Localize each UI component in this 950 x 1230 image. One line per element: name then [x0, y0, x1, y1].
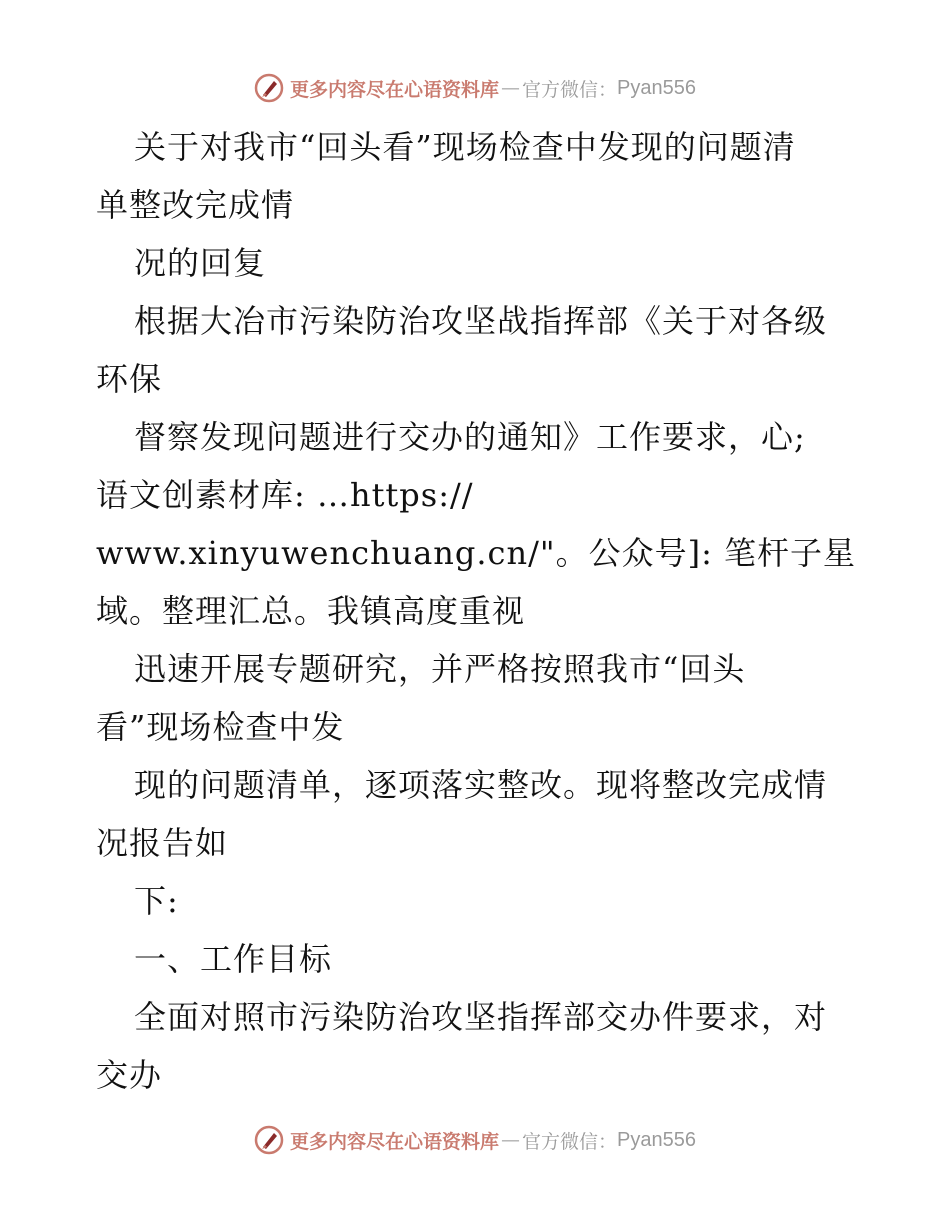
banner-slogan: 更多内容尽在心语资料库 [290, 78, 500, 101]
banner-wechat-id: Pyan556 [617, 1128, 696, 1151]
text-line: www.xinyuwenchuang.cn/"。公众号]: 笔杆子星 [96, 534, 857, 572]
footer-banner [0, 1120, 950, 1160]
text-line: 环保 [96, 360, 163, 398]
text-line: 一、工作目标 [134, 940, 333, 978]
text-line: 况报告如 [96, 824, 229, 862]
document-body [96, 118, 876, 1104]
banner-separator: — [501, 1129, 521, 1151]
header-banner [0, 68, 950, 108]
text-line: 督察发现问题进行交办的通知》工作要求，心; [134, 418, 806, 456]
pen-nib-logo-icon [254, 73, 284, 103]
text-line: 现的问题清单，逐项落实整改。现将整改完成情 [134, 766, 828, 804]
text-line: 迅速开展专题研究，并严格按照我市“回头 [134, 650, 746, 688]
banner-wechat-label: 官方微信： [522, 1130, 618, 1153]
text-line: 全面对照市污染防治攻坚指挥部交办件要求，对 [134, 998, 828, 1036]
text-line: 下: [134, 882, 179, 920]
pen-nib-logo-icon [254, 1125, 284, 1155]
banner-wechat-id: Pyan556 [617, 76, 696, 99]
text-line: 语文创素材库: …https:// [96, 476, 474, 514]
text-line: 单整改完成情 [96, 186, 295, 224]
text-line: 况的回复 [134, 244, 267, 282]
banner-slogan: 更多内容尽在心语资料库 [290, 1130, 500, 1153]
text-line: 根据大冶市污染防治攻坚战指挥部《关于对各级 [134, 302, 828, 340]
text-line: 关于对我市“回头看”现场检查中发现的问题清 [134, 128, 796, 166]
banner-wechat-label: 官方微信： [522, 78, 618, 101]
text-line: 交办 [96, 1056, 163, 1094]
text-line: 看”现场检查中发 [96, 708, 345, 746]
text-line: 域。整理汇总。我镇高度重视 [96, 592, 526, 630]
banner-separator: — [501, 77, 521, 99]
